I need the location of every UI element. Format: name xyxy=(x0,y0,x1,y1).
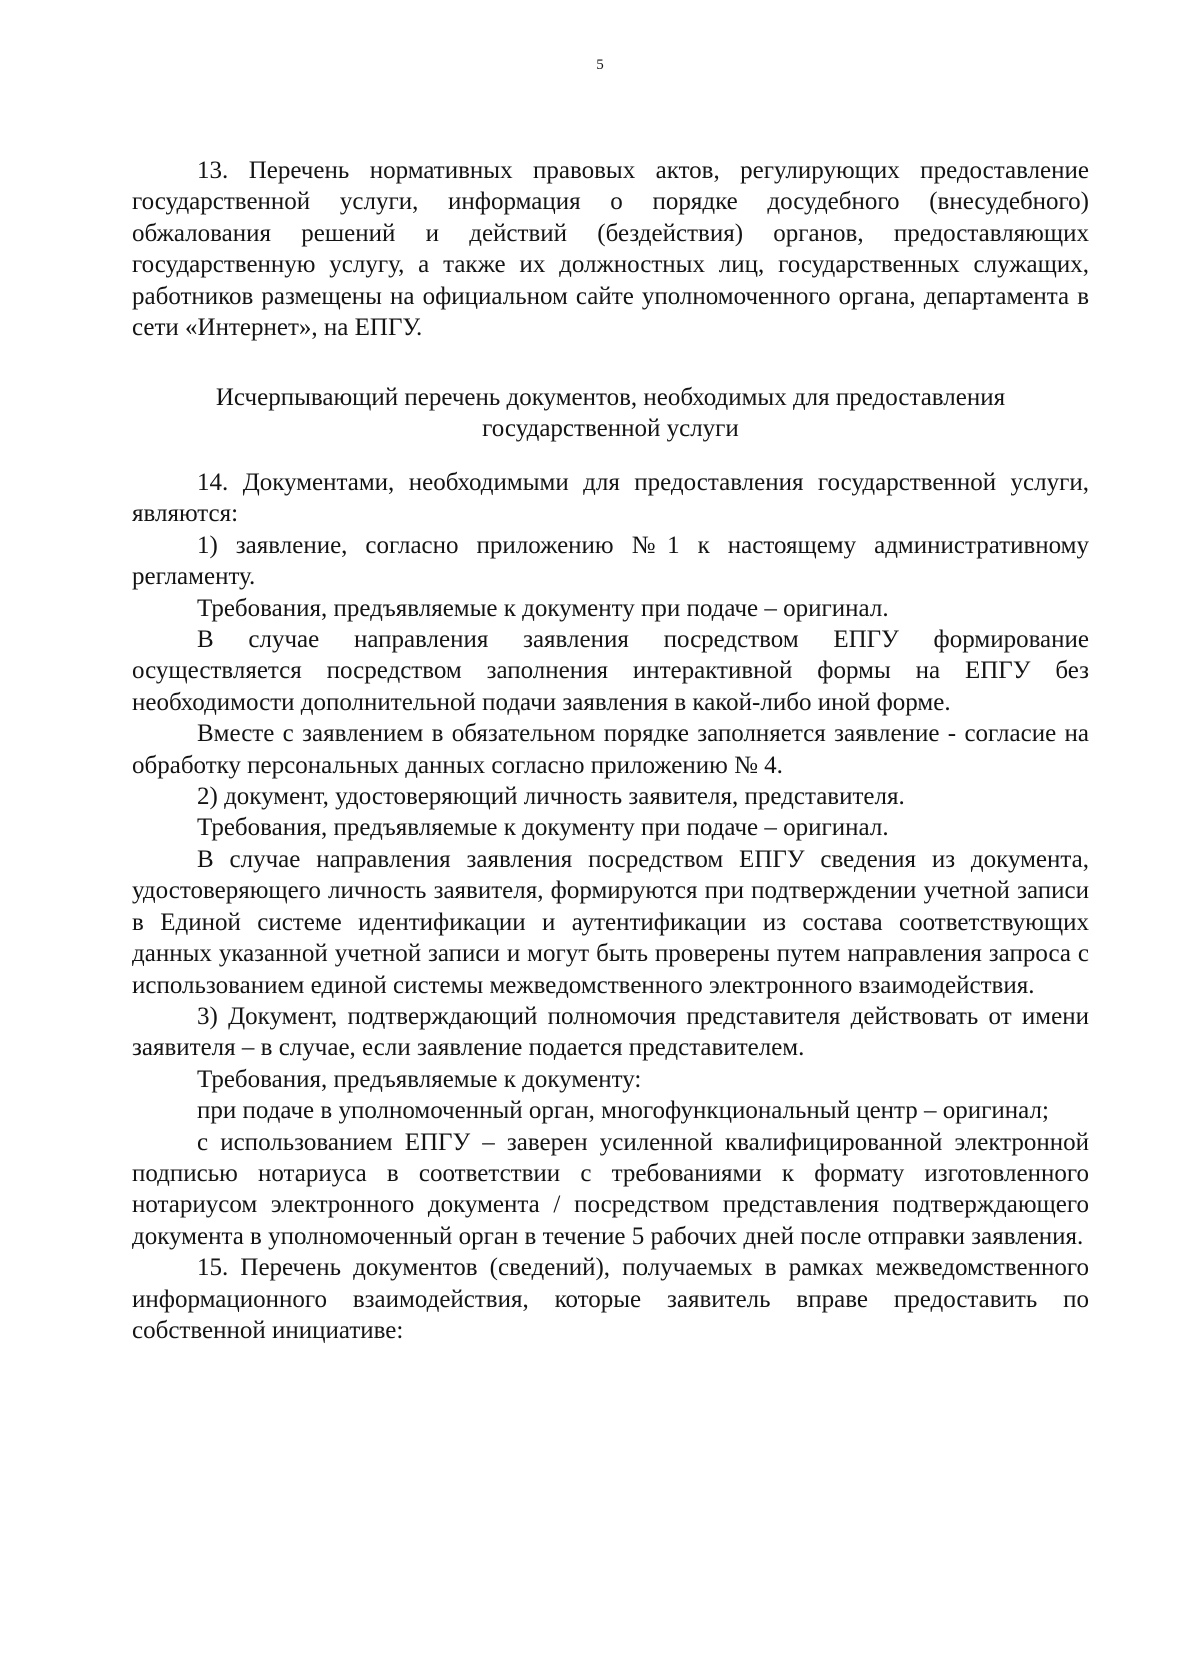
paragraph-block-14 xyxy=(132,467,1089,1346)
requirement-original: Требования, предъявляемые к документу при подаче – оригинал. xyxy=(197,814,889,842)
list-item-identity-document: 2) документ, удостоверяющий личность заявителя, представителя. xyxy=(197,783,905,811)
paragraph-13: 13. Перечень нормативных правовых актов, регулирующих предоставление государственной услуги, информация о порядке досудебного (внесудебного) обжалования решений и действий (бездействия) органов, предоставляющих государственную услугу, а также их должностных лиц, государственных служащих, работников размещены на официальном сайте уполномоченного органа, департамента в сети «Интернет», на ЕПГУ. xyxy=(132,157,1089,342)
page-number: 5 xyxy=(596,57,604,73)
paragraph-15: 15. Перечень документов (сведений), получаемых в рамках межведомственного информационного взаимодействия, которые заявитель вправе предоставить по собственной инициативе: xyxy=(132,1254,1089,1344)
epgu-form-paragraph: В случае направления заявления посредством ЕПГУ формирование осуществляется посредством заполнения интерактивной формы на ЕПГУ без необходимости дополнительной подачи заявления в какой-либо иной форме. xyxy=(132,626,1089,716)
section-heading xyxy=(132,382,1089,445)
epgu-identity-paragraph: В случае направления заявления посредством ЕПГУ сведения из документа, удостоверяющего личность заявителя, формируются при подтверждении учетной записи в Единой системе идентификации и аутентификации из состава соответствующих данных указанной учетной записи и могут быть проверены путем направления запроса с использованием единой системы межведомственного электронного взаимодействия. xyxy=(132,845,1089,999)
paragraph-block-13 xyxy=(132,155,1089,343)
list-item-authority-document: 3) Документ, подтверждающий полномочия представителя действовать от имени заявителя – в случае, если заявление подается представителем. xyxy=(132,1002,1089,1062)
requirement-in-person: при подаче в уполномоченный орган, многофункциональный центр – оригинал; xyxy=(197,1097,1049,1125)
paragraph-14-intro: 14. Документами, необходимыми для предоставления государственной услуги, являются: xyxy=(132,469,1089,528)
requirement-epgu: с использованием ЕПГУ – заверен усиленной квалифицированной электронной подписью нотариуса в соответствии с требованиями к формату изготовленного нотариусом электронного документа / посредством представления подтверждающего документа в уполномоченный орган в течение 5 рабочих дней после отправки заявления. xyxy=(132,1128,1089,1250)
section-heading-line-2: государственной услуги xyxy=(482,415,739,443)
requirement-original: Требования, предъявляемые к документу при подаче – оригинал. xyxy=(197,594,889,622)
consent-paragraph: Вместе с заявлением в обязательном порядке заполняется заявление - согласие на обработку персональных данных согласно приложению № 4. xyxy=(132,720,1089,779)
list-item-application: 1) заявление, согласно приложению №1 к настоящему административному регламенту. xyxy=(132,531,1089,591)
requirements-heading: Требования, предъявляемые к документу: xyxy=(197,1065,642,1093)
section-heading-line-1: Исчерпывающий перечень документов, необходимых для предоставления xyxy=(215,384,1006,411)
